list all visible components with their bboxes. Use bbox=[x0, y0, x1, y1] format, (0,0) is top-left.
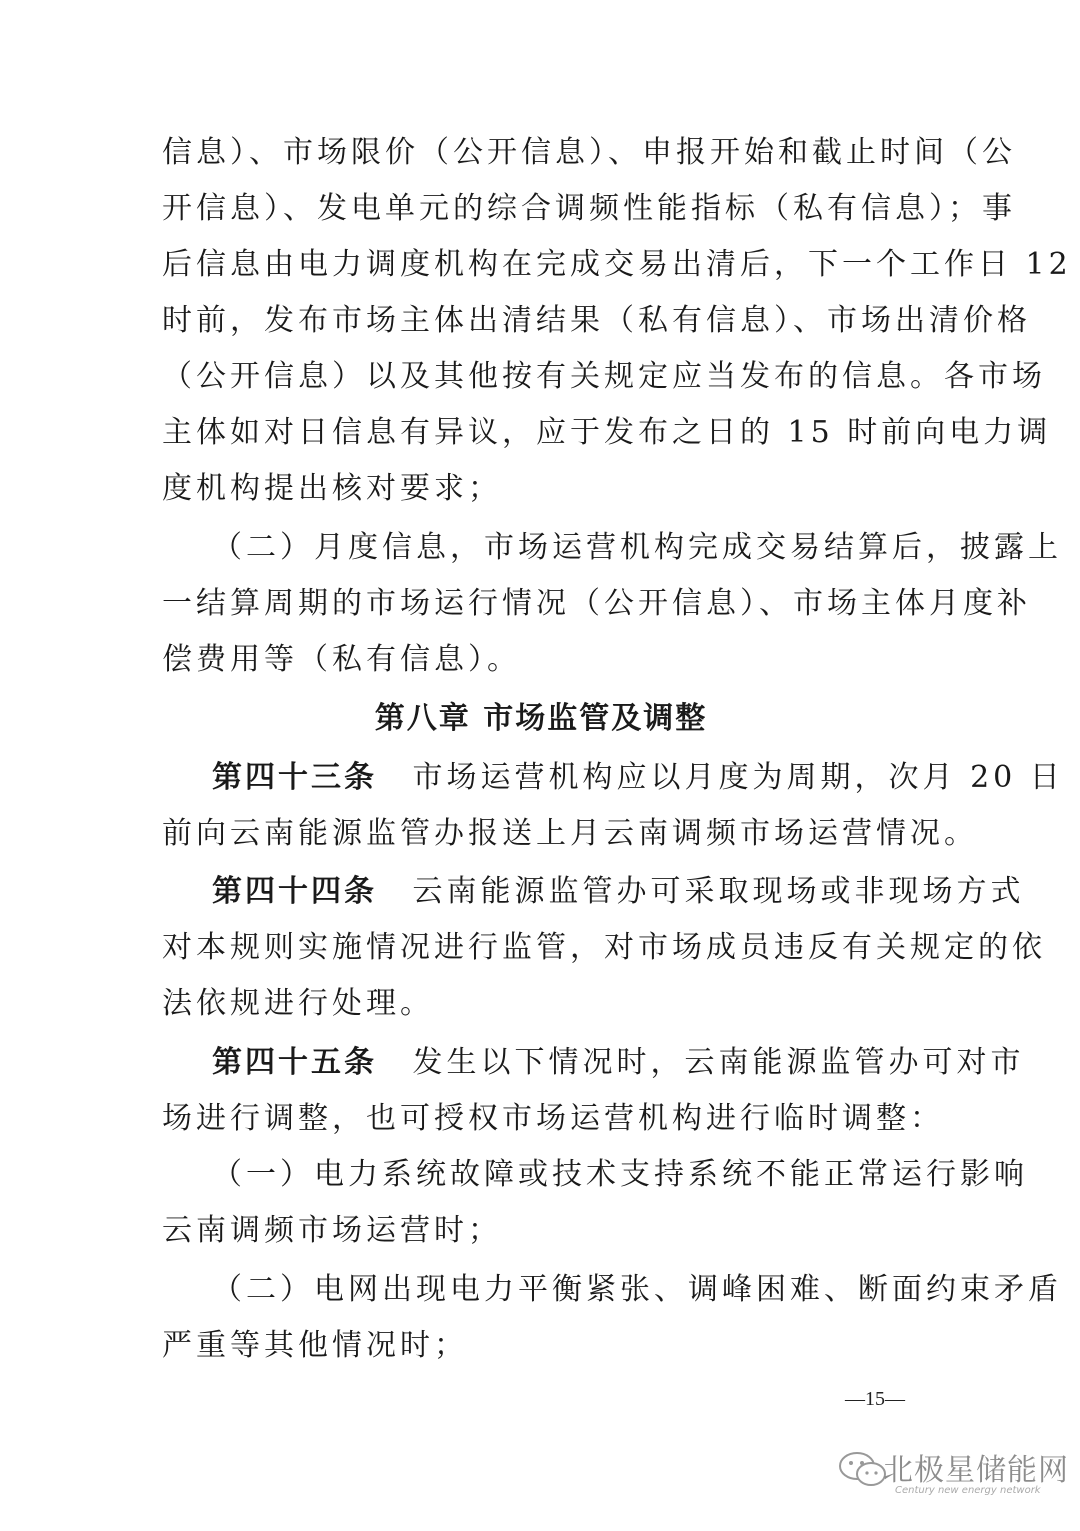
body-line: （公开信息）以及其他按有关规定应当发布的信息。各市场 bbox=[162, 359, 1046, 394]
body-line: （二）电网出现电力平衡紧张、调峰困难、断面约束矛盾 bbox=[212, 1272, 1062, 1307]
body-line: 前向云南能源监管办报送上月云南调频市场运营情况。 bbox=[162, 816, 978, 851]
article-45-label: 第四十五条 bbox=[212, 1045, 377, 1080]
body-line: 度机构提出核对要求； bbox=[162, 471, 502, 506]
body-line: 对本规则实施情况进行监管，对市场成员违反有关规定的依 bbox=[162, 930, 1046, 965]
body-line: 严重等其他情况时； bbox=[162, 1328, 468, 1363]
article-44-line bbox=[212, 870, 1025, 914]
body-line: 场进行调整，也可授权市场运营机构进行临时调整： bbox=[162, 1101, 944, 1136]
article-43-text: 市场运营机构应以月度为周期，次月 20 日 bbox=[412, 760, 1064, 795]
body-line: 主体如对日信息有异议，应于发布之日的 15 时前向电力调 bbox=[162, 415, 1052, 450]
body-line: 信息）、市场限价（公开信息）、申报开始和截止时间（公 bbox=[162, 135, 1016, 170]
article-43-line bbox=[212, 756, 1064, 800]
article-44-label: 第四十四条 bbox=[212, 874, 377, 909]
chapter-heading: 第八章 市场监管及调整 bbox=[374, 701, 708, 736]
body-line: 云南调频市场运营时； bbox=[162, 1213, 502, 1248]
body-line: 偿费用等（私有信息）。 bbox=[162, 642, 521, 677]
body-line: 法依规进行处理。 bbox=[162, 986, 434, 1021]
body-line: 开信息）、发电单元的综合调频性能指标（私有信息）；事 bbox=[162, 191, 1016, 226]
body-line: 时前，发布市场主体出清结果（私有信息）、市场出清价格 bbox=[162, 303, 1031, 338]
page-number: —15— bbox=[845, 1388, 905, 1410]
article-43-label: 第四十三条 bbox=[212, 760, 377, 795]
body-line: （二）月度信息，市场运营机构完成交易结算后，披露上 bbox=[212, 530, 1062, 565]
watermark bbox=[835, 1445, 1075, 1515]
body-line: 一结算周期的市场运行情况（公开信息）、市场主体月度补 bbox=[162, 586, 1031, 621]
article-45-text: 发生以下情况时，云南能源监管办可对市 bbox=[412, 1045, 1025, 1080]
watermark-text: 北极星储能网 bbox=[883, 1453, 1069, 1488]
watermark-subtext: Century new energy network bbox=[895, 1485, 1041, 1496]
body-line: 后信息由电力调度机构在完成交易出清后，下一个工作日 12 bbox=[162, 247, 1072, 282]
article-45-line bbox=[212, 1041, 1025, 1085]
body-line: （一）电力系统故障或技术支持系统不能正常运行影响 bbox=[212, 1157, 1028, 1192]
article-44-text: 云南能源监管办可采取现场或非现场方式 bbox=[412, 874, 1025, 909]
